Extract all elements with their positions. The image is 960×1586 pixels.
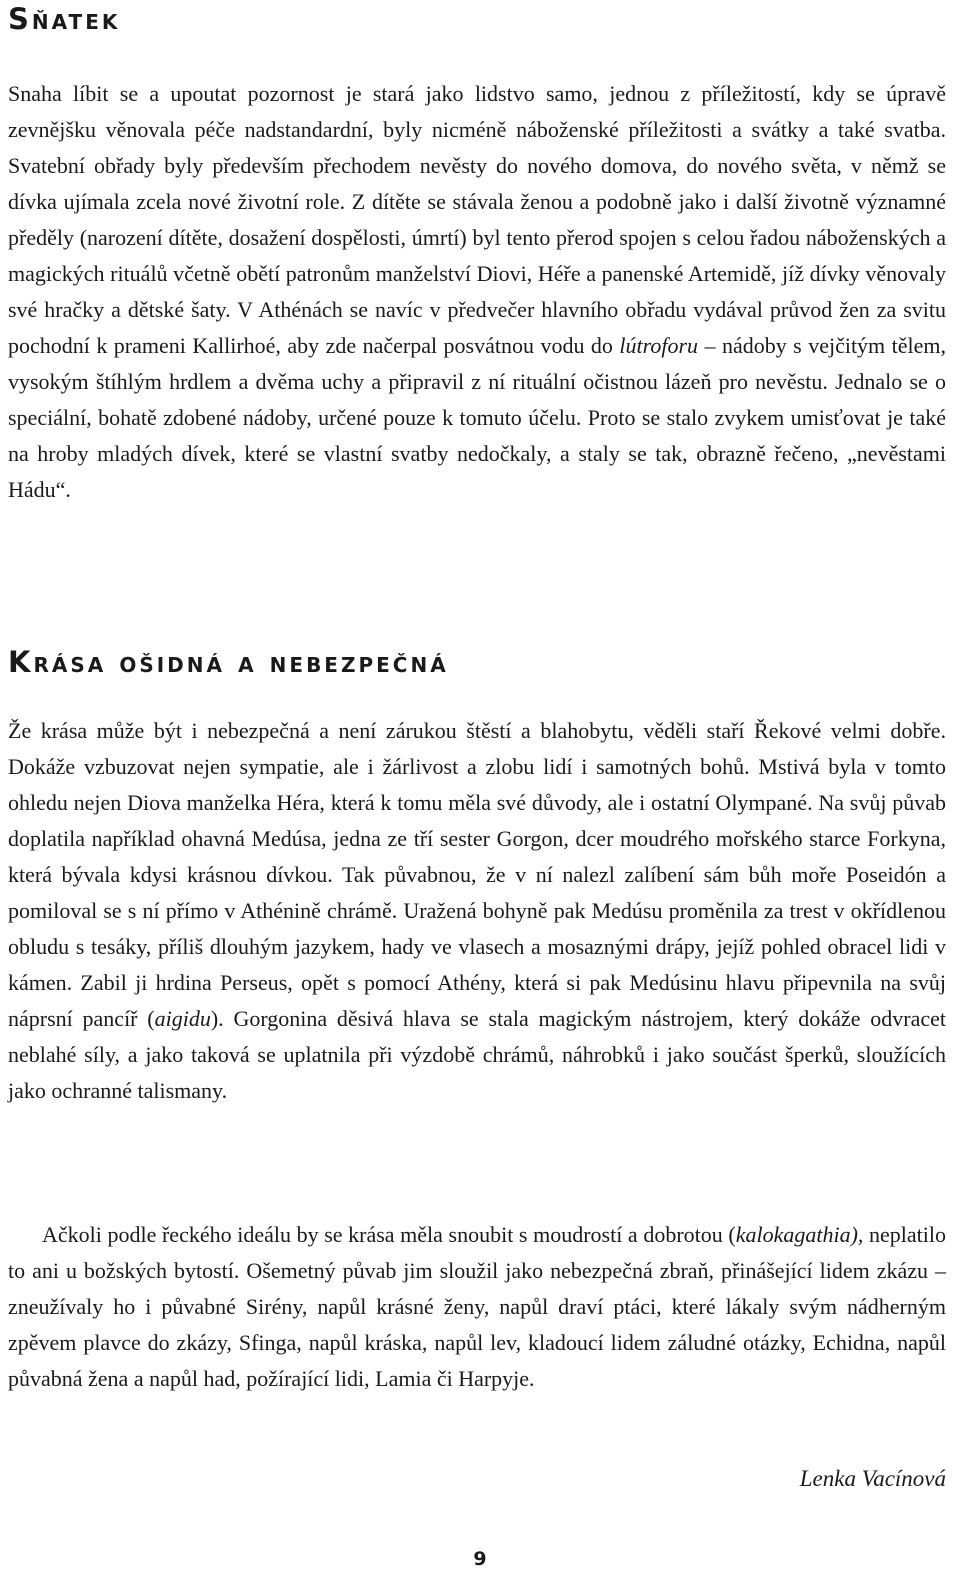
paragraph-text: Snaha líbit se a upoutat pozornost je stará jako lidstvo samo, jednou z příležitostí, kdy se úpravě zevnějšku věnovala péče nadstandardní, byly nicméně náboženské příležitosti a svátky a také svatba. Svatební obřady byly především přechodem nevěsty do nového domova, do nového světa, v němž se dívka ujímala zcela nové životní role. Z dítěte se stávala ženou a podobně jako i další životně významné předěly (narození dítěte, dosažení dospělosti, úmrtí) byl tento přerod spojen s celou řadou náboženských a magických rituálů včetně obětí patronům manželství Diovi, Héře a panenské Artemidě, jíž dívky věnovaly své hračky a dětské šaty. V Athénách se navíc v předvečer hlavního obřadu vydával průvod žen za svitu pochodní k prameni Kallirhoé, aby zde načerpal posvátnou vodu do xyxy=(8,81,946,358)
paragraph-text: Že krása může být i nebezpečná a není zárukou štěstí a blahobytu, věděli staří Řekové velmi dobře. Dokáže vzbuzovat nejen sympatie, ale i žárlivost a zlobu lidí i samotných bohů. Mstivá byla v tomto ohledu nejen Diova manželka Héra, která k tomu měla své důvody, ale i ostatní Olympané. Na svůj půvab doplatila například ohavná Medúsa, jedna ze tří sester Gorgon, dcer moudrého mořského starce Forkyna, která bývala kdysi krásnou dívkou. Tak půvabnou, že v ní nalezl zalíbení sám bůh moře Poseidón a pomiloval se s ní přímo v Athénině chrámě. Uražená bohyně pak Medúsu proměnila za trest v okřídlenou obludu s tesáky, příliš dlouhým jazykem, hady ve vlasech a mosaznými drápy, jejíž pohled obracel lidi v kámen. Zabil ji hrdina Perseus, opět s pomocí Athény, která si pak Medúsinu hlavu připevnila na svůj náprsní pancíř ( xyxy=(8,718,946,1031)
paragraph-kalokagathia xyxy=(8,1217,946,1397)
term-kalokagathia: kalokagathia), xyxy=(735,1222,864,1247)
page-number: 9 xyxy=(473,1548,487,1570)
term-aigidu: aigidu xyxy=(154,1006,211,1031)
paragraph-text: ). Gorgonina děsivá hlava se stala magickým nástrojem, který dokáže odvracet neblahé síly, a jako taková se uplatnila při výzdobě chrámů, náhrobků i jako součást šperků, sloužících jako ochranné talismany. xyxy=(8,1006,947,1103)
paragraph-beauty-danger xyxy=(8,713,946,1109)
paragraph-wedding xyxy=(8,76,946,508)
term-lutroforu: lútroforu xyxy=(619,333,699,358)
section-heading-krasa: Krása ošidná a nebezpečná xyxy=(8,645,449,679)
paragraph-text: Ačkoli podle řeckého ideálu by se krása měla snoubit s moudrostí a dobrotou ( xyxy=(42,1222,736,1247)
author-signature: Lenka Vacínová xyxy=(799,1466,946,1491)
paragraph-text: neplatilo to ani u božských bytostí. Ošemetný půvab jim sloužil jako nebezpečná zbraň, přinášející lidem zkázu – zneužívaly ho i půvabné Sirény, napůl krásné ženy, napůl draví ptáci, které lákaly svým nádherným zpěvem plavce do zkázy, Sfinga, napůl kráska, napůl lev, kladoucí lidem záludné otázky, Echidna, napůl půvabná žena a napůl had, požírající lidi, Lamia či Harpyje. xyxy=(8,1222,946,1391)
paragraph-text: – nádoby s vejčitým tělem, vysokým štíhlým hrdlem a dvěma uchy a připravil z ní rituální očistnou lázeň pro nevěstu. Jednalo se o speciální, bohatě zdobené nádoby, určené pouze k tomuto účelu. Proto se stalo zvykem umisťovat je také na hroby mladých dívek, které se vlastní svatby nedočkaly, a staly se tak, obrazně řečeno, „nevěstami Hádu“. xyxy=(8,333,946,502)
section-heading-satek: Sňatek xyxy=(8,2,121,36)
